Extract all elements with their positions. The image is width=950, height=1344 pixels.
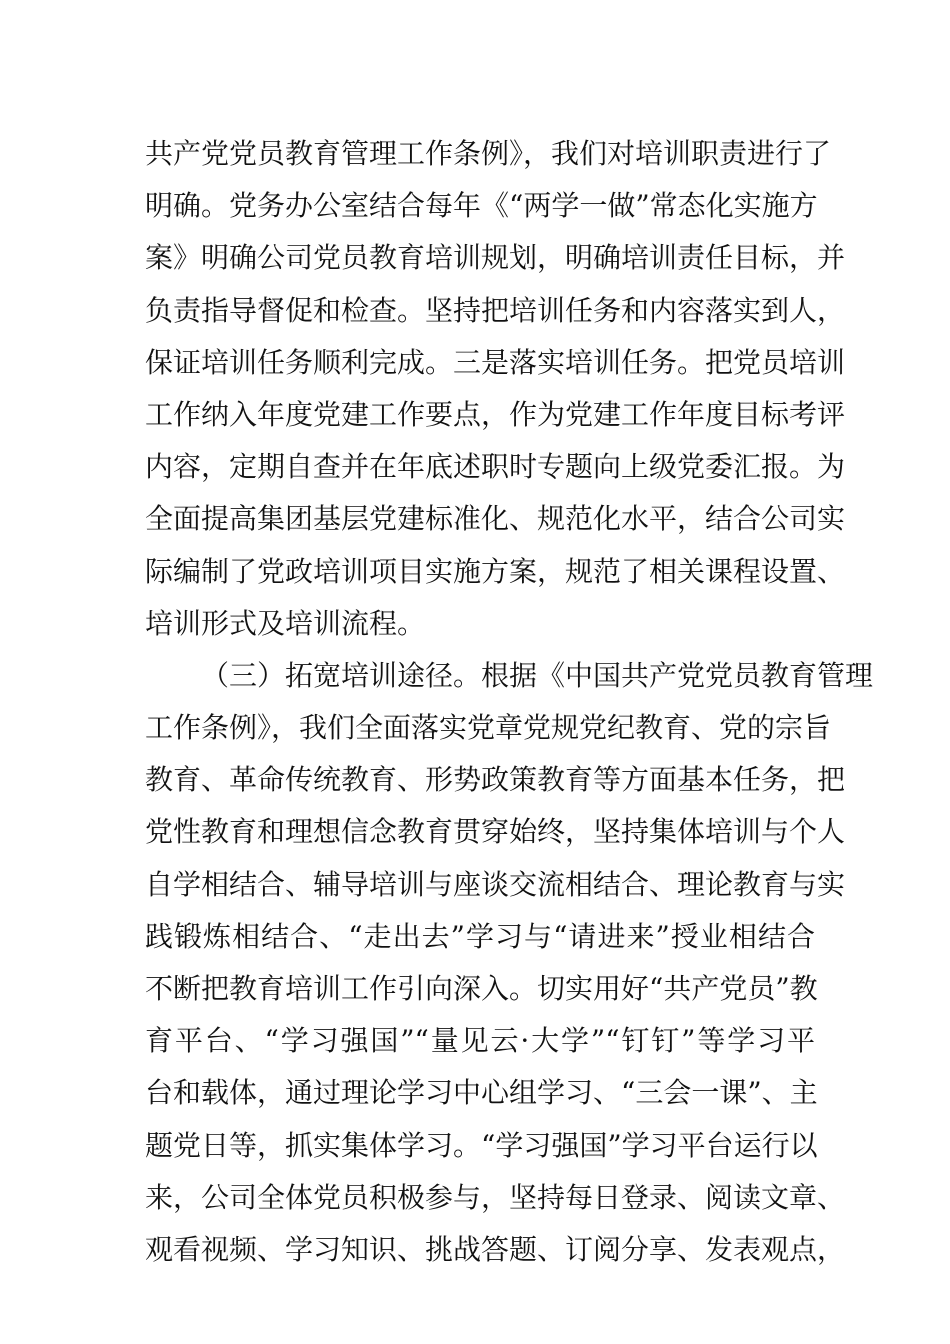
text-line: [145, 1224, 846, 1276]
line-text: 培训形式及培训流程。: [145, 606, 426, 640]
line-text: 内容，定期自查并在年底述职时专题向上级党委汇报。为: [145, 450, 846, 484]
text-line: [145, 963, 818, 1015]
text-line: [145, 1015, 815, 1067]
line-text: 保证培训任务顺利完成。三是落实培训任务。把党员培训: [145, 345, 846, 379]
text-line: [145, 232, 846, 284]
line-text: 明确。党务办公室结合每年《“两学一做”常态化实施方: [145, 189, 818, 223]
line-text: 育平台、“学习强国”“量见云·大学”“钉钉”等学习平: [145, 1024, 815, 1058]
line-text: 践锻炼相结合、“走出去”学习与“请进来”授业相结合: [145, 919, 815, 953]
body-text: [145, 128, 874, 1276]
text-line: [145, 1067, 818, 1119]
text-line: [145, 389, 846, 441]
line-text: 观看视频、学习知识、挑战答题、订阅分享、发表观点，: [145, 1232, 846, 1266]
line-text: 工作纳入年度党建工作要点，作为党建工作年度目标考评: [145, 397, 846, 431]
line-text: 全面提高集团基层党建标准化、规范化水平，结合公司实: [145, 502, 846, 536]
text-line: [145, 1172, 846, 1224]
text-line: [145, 911, 815, 963]
line-text: 党性教育和理想信念教育贯穿始终，坚持集体培训与个人: [145, 815, 846, 849]
line-text: 教育、革命传统教育、形势政策教育等方面基本任务，把: [145, 763, 846, 797]
line-text: 自学相结合、辅导培训与座谈交流相结合、理论教育与实: [145, 867, 846, 901]
text-line: [145, 598, 815, 650]
text-line: [145, 546, 846, 598]
text-line: [145, 441, 846, 493]
text-line: [145, 128, 832, 180]
line-text: 案》明确公司党员教育培训规划，明确培训责任目标，并: [145, 241, 846, 275]
line-text: 际编制了党政培训项目实施方案，规范了相关课程设置、: [145, 554, 846, 588]
paragraph-1: [145, 128, 846, 650]
line-text: 台和载体，通过理论学习中心组学习、“三会一课”、主: [145, 1076, 818, 1110]
line-text: 题党日等，抓实集体学习。“学习强国”学习平台运行以: [145, 1128, 818, 1162]
text-line: [145, 754, 846, 806]
text-line: [145, 180, 818, 232]
text-line: [145, 650, 874, 702]
line-text: 工作条例》，我们全面落实党章党规党纪教育、党的宗旨: [145, 711, 832, 745]
text-line: [145, 859, 846, 911]
line-text: 不断把教育培训工作引向深入。切实用好“共产党员”教: [145, 972, 818, 1005]
text-line: [145, 285, 846, 337]
line-text: 负责指导督促和检查。坚持把培训任务和内容落实到人，: [145, 293, 846, 327]
line-text: 来，公司全体党员积极参与，坚持每日登录、阅读文章、: [145, 1180, 846, 1214]
line-text: 共产党党员教育管理工作条例》，我们对培训职责进行了: [145, 137, 832, 170]
text-line: [145, 702, 832, 754]
text-line: [145, 806, 846, 858]
paragraph-2: [145, 650, 874, 1276]
text-line: [145, 493, 846, 545]
line-text: （三）拓宽培训途径。根据《中国共产党党员教育管理: [201, 658, 874, 692]
text-line: [145, 1120, 818, 1172]
text-line: [145, 337, 846, 389]
